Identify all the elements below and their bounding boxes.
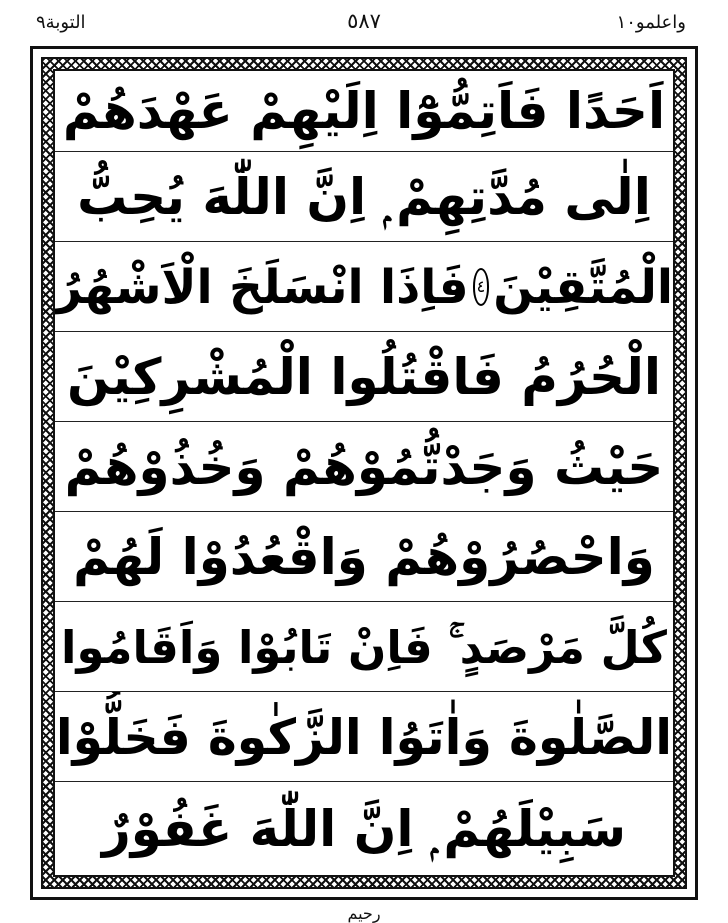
verse-text: الصَّلٰوةَ وَاٰتَوُا الزَّكٰوةَ فَخَلُّوْا [55, 708, 673, 766]
surah-name: التوبة٩ [36, 12, 86, 33]
verse-text: الْمُتَّقِيْنَ [493, 259, 673, 315]
page-header [0, 0, 728, 50]
verse-line [55, 601, 673, 692]
juz-name: واعلمو١٠ [616, 12, 686, 33]
page-number: ٥٨٧ [347, 9, 381, 33]
verse-text: سَبِيْلَهُمْ ۭ اِنَّ اللّٰهَ غَفُوْرٌ [101, 800, 627, 858]
verse-line [55, 331, 673, 422]
verse-line [55, 241, 673, 332]
verse-line [55, 151, 673, 242]
verse-text: حَيْثُ وَجَدْتُّمُوْهُمْ وَخُذُوْهُمْ [64, 438, 664, 496]
verse-line [55, 421, 673, 512]
verse-text: اِلٰى مُدَّتِهِمْ ۭ اِنَّ اللّٰهَ يُحِبُّ [77, 168, 651, 226]
decorative-border [41, 57, 687, 889]
verse-text: اَحَدًا فَاَتِمُّوْٓا اِلَيْهِمْ عَهْدَهُمْ [62, 82, 666, 140]
page-footer [0, 902, 728, 923]
verse-line [55, 691, 673, 782]
catchword: رحيم [347, 904, 381, 923]
text-area [53, 69, 675, 877]
verse-text: كُلَّ مَرْصَدٍ ۚ فَاِنْ تَابُوْا وَاَقَامُوا [61, 620, 667, 674]
verse-text: وَاحْصُرُوْهُمْ وَاقْعُدُوْا لَهُمْ [73, 528, 655, 586]
verse-line [55, 71, 673, 151]
ayah-end-marker: ٤ [473, 268, 490, 306]
verse-line [55, 781, 673, 876]
verse-text: فَاِذَا انْسَلَخَ الْاَشْهُرُ [55, 259, 469, 315]
verse-text: الْحُرُمُ فَاقْتُلُوا الْمُشْرِكِيْنَ [67, 348, 661, 406]
page-frame [30, 46, 698, 900]
verse-line [55, 511, 673, 602]
verse-lines [55, 71, 673, 875]
